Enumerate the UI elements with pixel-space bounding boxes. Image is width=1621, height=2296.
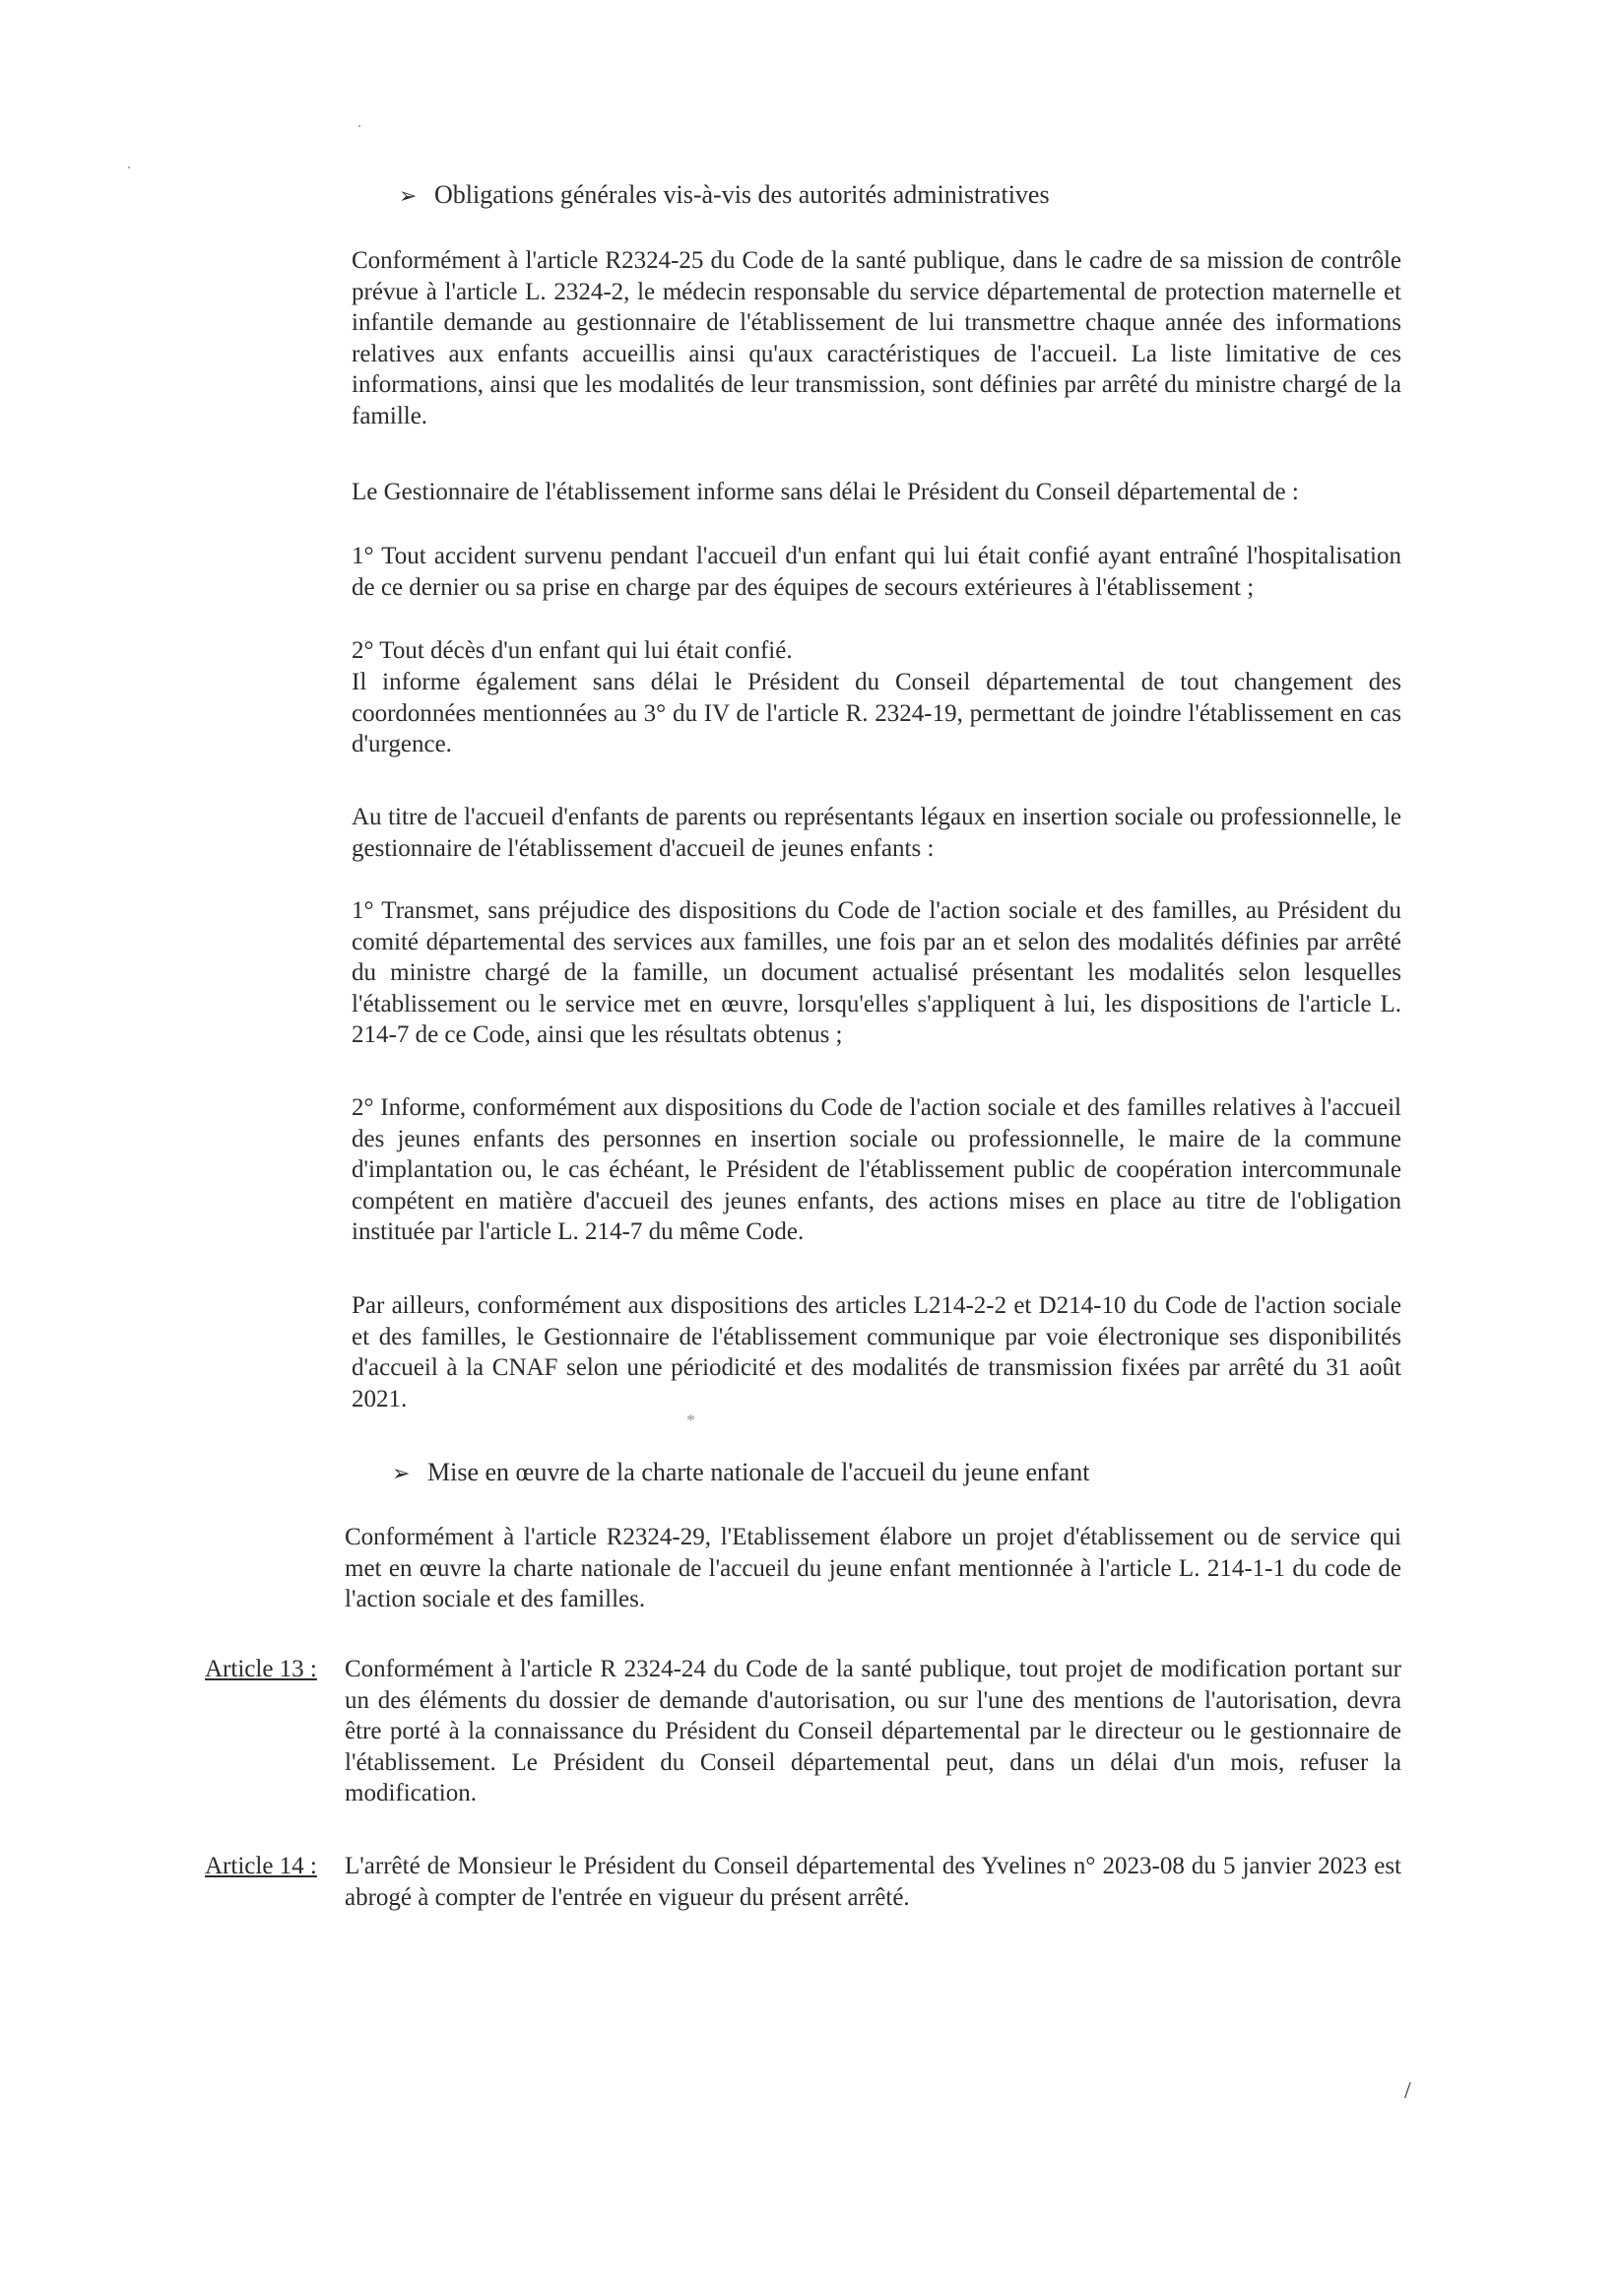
section-heading-charte — [392, 1456, 1089, 1490]
section-heading-text: Mise en œuvre de la charte nationale de l'accueil du jeune enfant — [427, 1458, 1090, 1486]
article-14-label: Article 14 : — [205, 1853, 317, 1879]
paragraph: 1° Tout accident survenu pendant l'accueil d'un enfant qui lui était confié ayant entraîné l'hospitalisation de ce dernier ou sa prise en charge par des équipes de secours extérieures à l'établissement ; — [352, 543, 1401, 601]
scan-speck: · — [126, 158, 132, 177]
paragraph: 2° Tout décès d'un enfant qui lui était confié. — [352, 637, 793, 664]
article-13-text: Conformément à l'article R 2324-24 du Code de la santé publique, tout projet de modification portant sur un des éléments du dossier de demande d'autorisation, ou sur l'une des mentions de l'autorisation, devra être porté à la connaissance du Président du Conseil départemental par le directeur ou le gestionnaire de l'établissement. Le Président du Conseil départemental peut, dans un délai d'un mois, refuser la modification. — [345, 1656, 1401, 1807]
paragraph: Il informe également sans délai le Président du Conseil départemental de tout changement des coordonnées mentionnées au 3° du IV de l'article R. 2324-19, permettant de joindre l'établissement en cas d'urgence. — [352, 669, 1401, 758]
section-heading-text: Obligations générales vis-à-vis des autorités administratives — [434, 180, 1050, 209]
paragraph: Conformément à l'article R2324-29, l'Etablissement élabore un projet d'établissement ou de service qui met en œuvre la charte nationale de l'accueil du jeune enfant mentionnée à l'article L. 214-1-1 du code de l'action sociale et des familles. — [345, 1524, 1401, 1613]
paragraph: 2° Informe, conformément aux dispositions du Code de l'action sociale et des familles relatives à l'accueil des jeunes enfants des personnes en insertion sociale ou professionnelle, le maire de la commune d'implantation ou, le cas échéant, le Président de l'établissement public de coopération intercommunale compétent en matière d'accueil des jeunes enfants, des actions mises en place au titre de l'obligation instituée par l'article L. 214-7 du même Code. — [352, 1094, 1401, 1246]
paragraph: Le Gestionnaire de l'établissement informe sans délai le Président du Conseil départemental de : — [352, 479, 1299, 505]
arrow-bullet-icon: ➢ — [392, 1461, 411, 1485]
page-mark: / — [1404, 2078, 1411, 2104]
scan-speck: · — [357, 116, 362, 136]
article-13-label: Article 13 : — [205, 1656, 317, 1682]
section-heading-obligations — [399, 178, 1050, 213]
article-14-text: L'arrêté de Monsieur le Président du Conseil départemental des Yvelines n° 2023-08 du 5 janvier 2023 est abrogé à compter de l'entrée en vigueur du présent arrêté. — [345, 1853, 1401, 1911]
paragraph: Au titre de l'accueil d'enfants de parents ou représentants légaux en insertion sociale ou professionnelle, le gestionnaire de l'établissement d'accueil de jeunes enfants : — [352, 804, 1401, 862]
paragraph: 1° Transmet, sans préjudice des dispositions du Code de l'action sociale et des familles, au Président du comité départemental des services aux familles, une fois par an et selon des modalités définies par arrêté du ministre chargé de la famille, un document actualisé présentant les modalités selon lesquelles l'établissement ou le service met en œuvre, lorsqu'elles s'appliquent à lui, les dispositions de l'article L. 214-7 de ce Code, ainsi que les résultats obtenus ; — [352, 897, 1401, 1049]
paragraph: Par ailleurs, conformément aux dispositions des articles L214-2-2 et D214-10 du Code de l'action sociale et des familles, le Gestionnaire de l'établissement communique par voie électronique ses disponibilités d'accueil à la CNAF selon une périodicité et des modalités de transmission fixées par arrêté du 31 août 2021. — [352, 1292, 1401, 1412]
scan-speck: * — [686, 1410, 695, 1430]
arrow-bullet-icon: ➢ — [399, 183, 418, 208]
paragraph: Conformément à l'article R2324-25 du Code de la santé publique, dans le cadre de sa mission de contrôle prévue à l'article L. 2324-2, le médecin responsable du service départemental de protection maternelle et infantile demande au gestionnaire de l'établissement de lui transmettre chaque année des informations relatives aux enfants accueillis ainsi qu'aux caractéristiques de l'accueil. La liste limitative de ces informations, ainsi que les modalités de leur transmission, sont définies par arrêté du ministre chargé de la famille. — [352, 247, 1401, 429]
